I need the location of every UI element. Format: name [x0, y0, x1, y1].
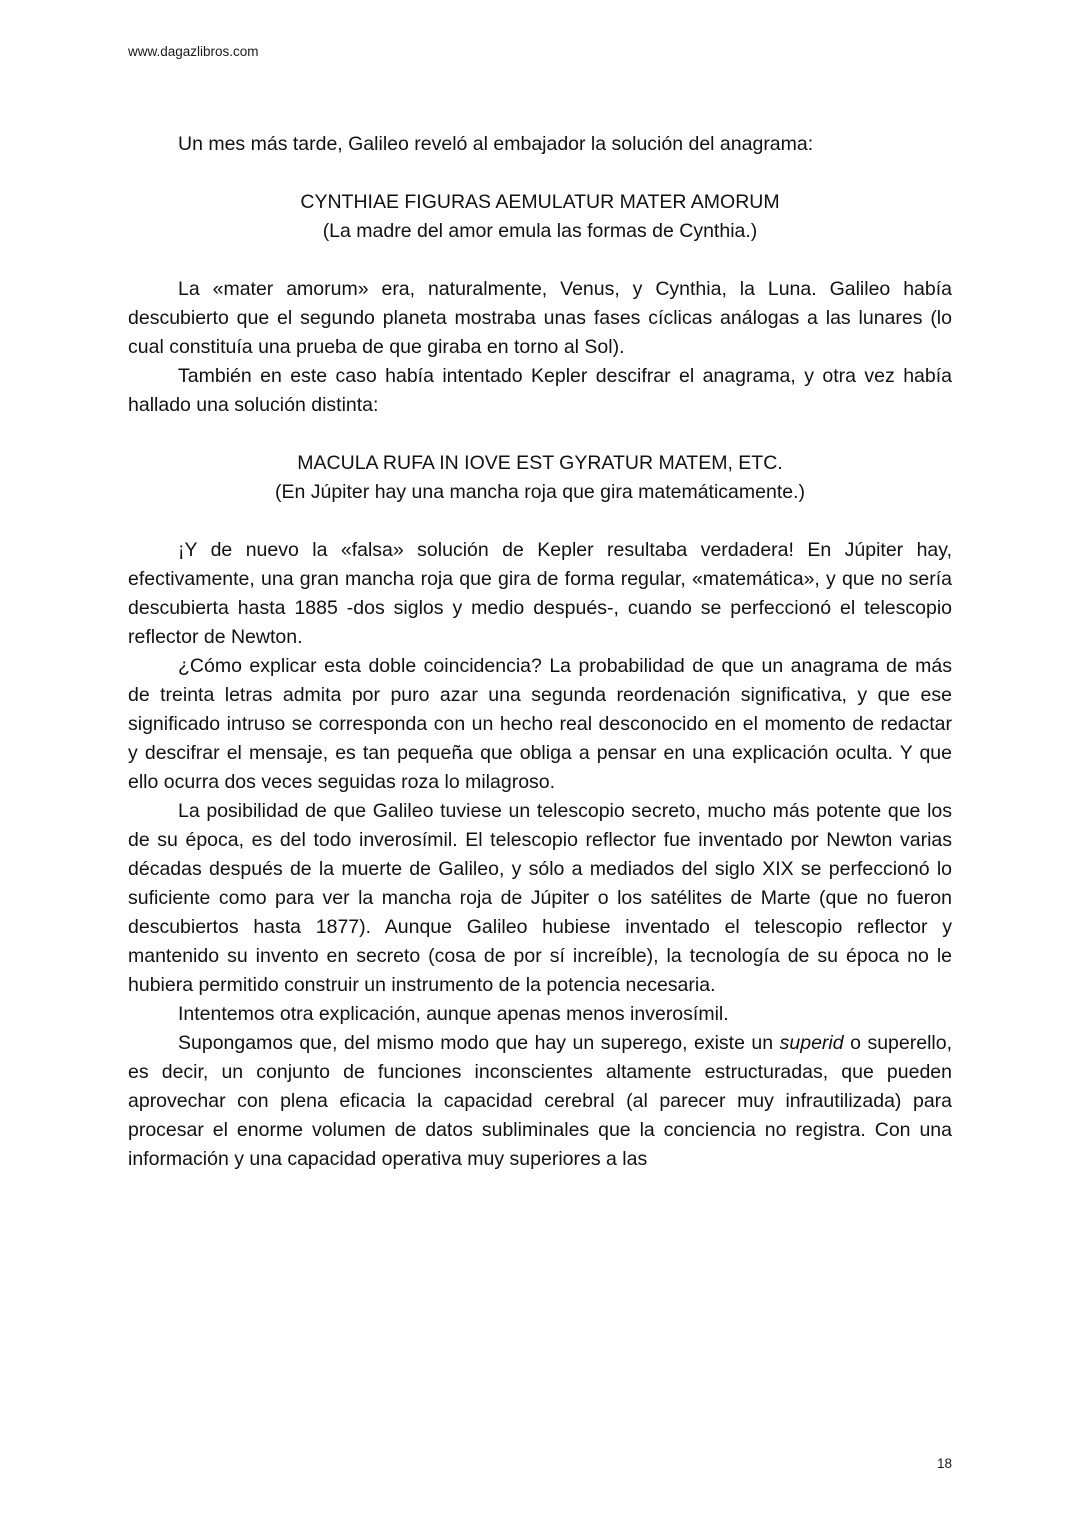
paragraph	[128, 797, 952, 1000]
anagram-block	[128, 188, 952, 246]
anagram-line: (La madre del amor emula las formas de Cynthia.)	[322, 220, 758, 242]
paragraph-text: Supongamos que, del mismo modo que hay un superego, existe un	[178, 1032, 780, 1054]
paragraph	[128, 130, 952, 159]
paragraph	[128, 362, 952, 420]
header-url: www.dagazlibros.com	[128, 44, 259, 59]
paragraph-text: Un mes más tarde, Galileo reveló al embajador la solución del anagrama:	[178, 133, 814, 155]
paragraph-text: La posibilidad de que Galileo tuviese un telescopio secreto, mucho más potente que los de su época, es del todo inverosímil. El telescopio reflector fue inventado por Newton varias décadas después de la muerte de Galileo, y sólo a mediados del siglo XIX se perfeccionó lo suficiente como para ver la mancha roja de Júpiter o los satélites de Marte (que no fueron descubiertos hasta 1877). Aunque Galileo hubiese inventado el telescopio reflector y mantenido su invento en secreto (cosa de por sí increíble), la tecnología de su época no le hubiera permitido construir un instrumento de la potencia necesaria.	[128, 800, 952, 996]
anagram-line: MACULA RUFA IN IOVE EST GYRATUR MATEM, ETC.	[297, 452, 783, 474]
paragraph-text: Intentemos otra explicación, aunque apenas menos inverosímil.	[178, 1003, 729, 1025]
anagram-line: (En Júpiter hay una mancha roja que gira matemáticamente.)	[274, 481, 806, 503]
paragraph-text: ¿Cómo explicar esta doble coincidencia? La probabilidad de que un anagrama de más de treinta letras admita por puro azar una segunda reordenación significativa, y que ese significado intruso se corresponda con un hecho real desconocido en el momento de redactar y descifrar el mensaje, es tan pequeña que obliga a pensar en una explicación oculta. Y que ello ocurra dos veces seguidas roza lo milagroso.	[128, 655, 952, 793]
page-number: 18	[936, 1456, 952, 1471]
paragraph-text: o superello, es decir, un conjunto de funciones inconscientes altamente estructuradas, que pueden aprovechar con plena eficacia la capacidad cerebral (al parecer muy infrautilizada) para procesar el enorme volumen de datos subliminales que la conciencia no registra. Con una información y una capacidad operativa muy superiores a las	[128, 1032, 952, 1170]
paragraph	[128, 275, 952, 362]
anagram-line: CYNTHIAE FIGURAS AEMULATUR MATER AMORUM	[300, 191, 780, 213]
paragraph-text: La «mater amorum» era, naturalmente, Venus, y Cynthia, la Luna. Galileo había descubierto que el segundo planeta mostraba unas fases cíclicas análogas a las lunares (lo cual constituía una prueba de que giraba en torno al Sol).	[128, 278, 952, 358]
page-body	[128, 130, 952, 1174]
paragraph	[128, 1029, 952, 1174]
paragraph-text: También en este caso había intentado Kepler descifrar el anagrama, y otra vez había hallado una solución distinta:	[128, 365, 952, 416]
paragraph	[128, 536, 952, 652]
paragraph-text: ¡Y de nuevo la «falsa» solución de Kepler resultaba verdadera! En Júpiter hay, efectivamente, una gran mancha roja que gira de forma regular, «matemática», y que no sería descubierta hasta 1885 -dos siglos y medio después-, cuando se perfeccionó el telescopio reflector de Newton.	[128, 539, 952, 648]
paragraph	[128, 652, 952, 797]
paragraph	[128, 1000, 952, 1029]
paragraph-text-italic: superid	[779, 1032, 844, 1054]
anagram-block	[128, 449, 952, 507]
